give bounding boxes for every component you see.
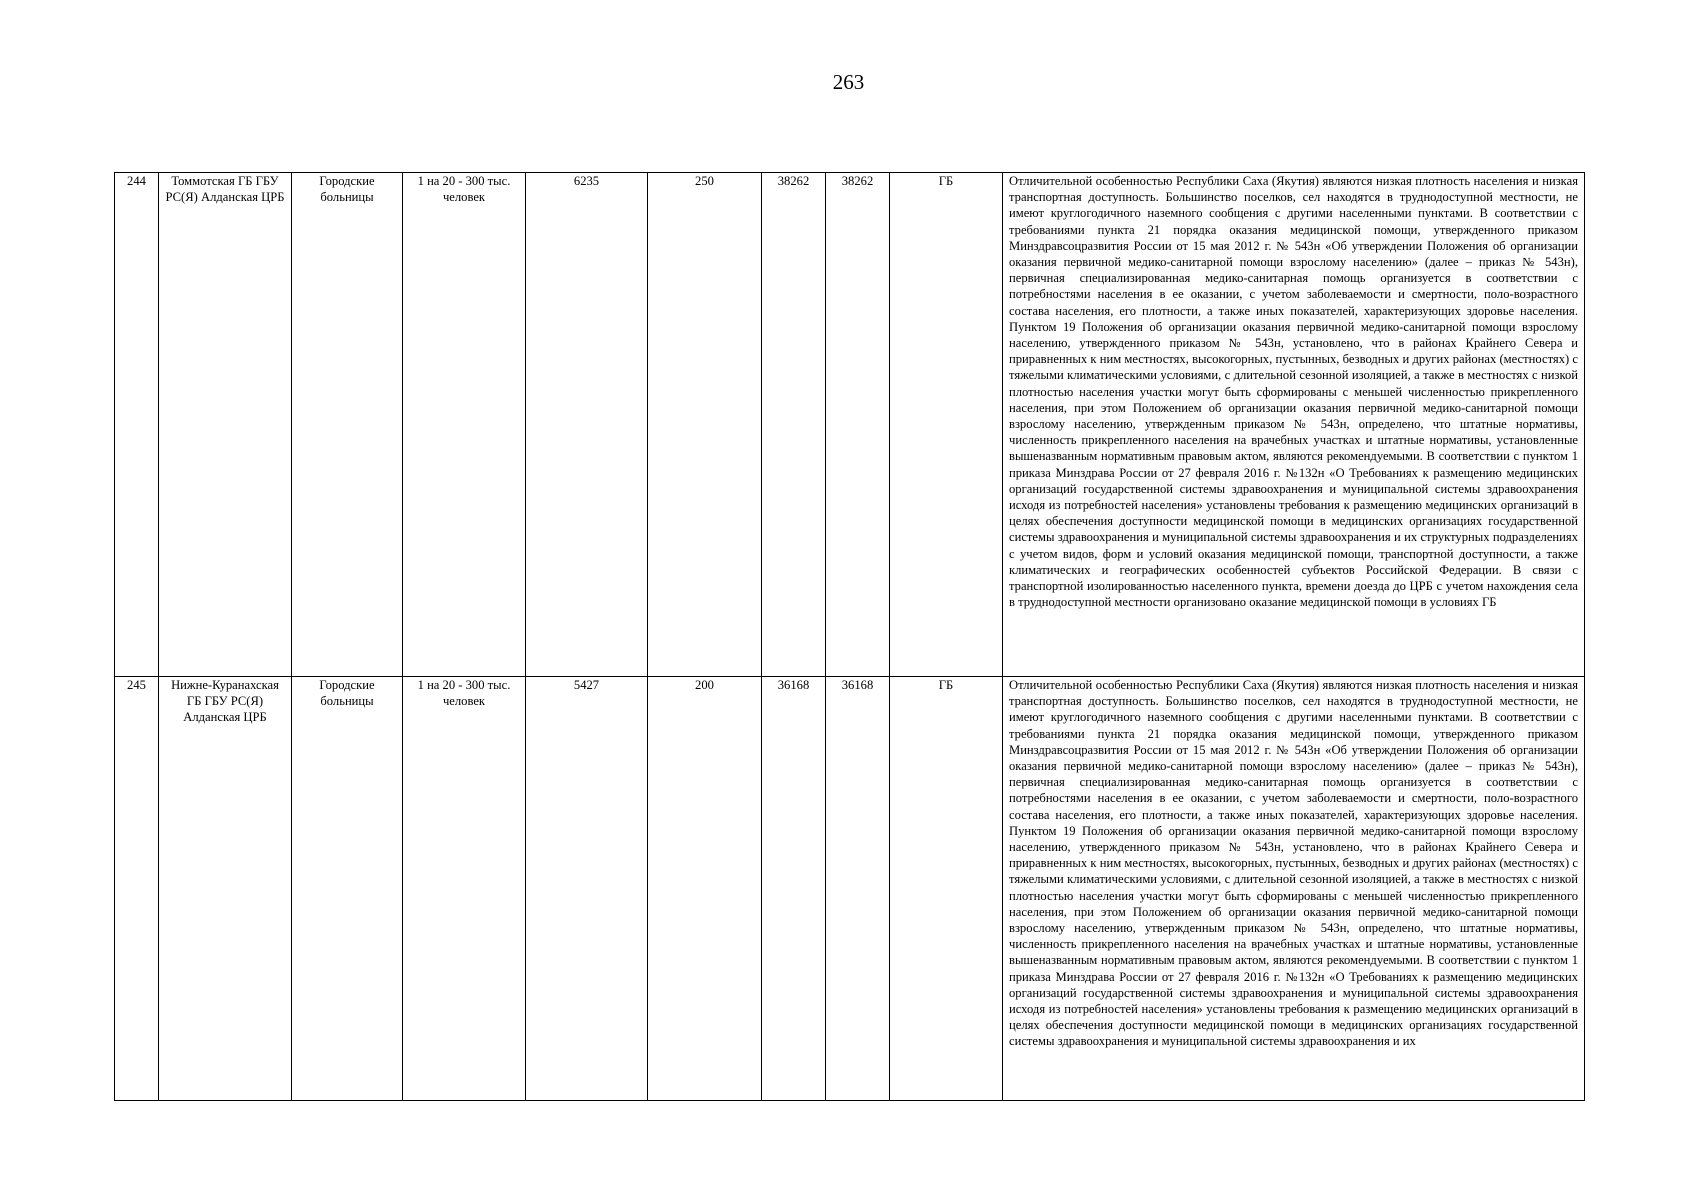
norm-cell: 1 на 20 - 300 тыс. человек bbox=[403, 173, 526, 677]
value-cell-4: 36168 bbox=[826, 677, 890, 1101]
value-cell-2: 200 bbox=[648, 677, 762, 1101]
value-cell-3: 36168 bbox=[762, 677, 826, 1101]
value-cell-3: 38262 bbox=[762, 173, 826, 677]
value-cell-1: 6235 bbox=[526, 173, 648, 677]
row-index-cell: 244 bbox=[115, 173, 159, 677]
facility-name-cell: Нижне-Куранахская ГБ ГБУ РС(Я) Алданская ЦРБ bbox=[159, 677, 292, 1101]
table-row bbox=[115, 173, 1585, 677]
value-cell-1: 5427 bbox=[526, 677, 648, 1101]
table-row bbox=[115, 677, 1585, 1101]
page-number: 263 bbox=[832, 70, 865, 94]
facilities-table bbox=[114, 172, 1585, 1101]
code-cell: ГБ bbox=[890, 173, 1003, 677]
value-cell-2: 250 bbox=[648, 173, 762, 677]
justification-cell: Отличительной особенностью Республики Саха (Якутия) являются низкая плотность населения и низкая транспортная доступность. Большинство поселков, сел находятся в труднодоступной местности, не имеют круглогодичного наземного сообщения с другими населенными пунктами. В соответствии с требованиями пункта 21 порядка оказания медицинской помощи, утвержденного приказом Минздравсоцразвития России от 15 мая 2012 г. № 543н «Об утверждении Положения об организации оказания первичной медико-санитарной помощи взрослому населению» (далее – приказ № 543н), первичная специализированная медико-санитарная помощь организуется в соответствии с потребностями населения в ее оказании, с учетом заболеваемости и смертности, поло-возрастного состава населения, его плотности, а также иных показателей, характеризующих здоровье населения. Пунктом 19 Положения об организации оказания первичной медико-санитарной помощи взрослому населению, утвержденного приказом № 543н, установлено, что в районах Крайнего Севера и приравненных к ним местностях, высокогорных, пустынных, безводных и других районах (местностях) с тяжелыми климатическими условиями, с длительной сезонной изоляцией, а также в местностях с низкой плотностью населения участки могут быть сформированы с меньшей численностью прикрепленного населения, при этом Положением об организации оказания первичной медико-санитарной помощи взрослому населению, утвержденным приказом № 543н, определено, что штатные нормативы, численность прикрепленного населения на врачебных участках и штатные нормативы, установленные вышеназванным нормативным правовым актом, являются рекомендуемыми. В соответствии с пунктом 1 приказа Минздрава России от 27 февраля 2016 г. №132н «О Требованиях к размещению медицинских организаций государственной системы здравоохранения и муниципальной системы здравоохранения исходя из потребностей населения» установлены требования к размещению медицинских организаций в целях обеспечения доступности медицинской помощи в медицинских организациях государственной системы здравоохранения и муниципальной системы здравоохранения и их структурных подразделениях с учетом видов, форм и условий оказания медицинской помощи, транспортной доступности, а также климатических и географических особенностей субъектов Российской Федерации. В связи с транспортной изолированностью населенного пункта, времени доезда до ЦРБ с учетом нахождения села в труднодоступной местности организовано оказание медицинской помощи в условиях ГБ bbox=[1003, 173, 1585, 677]
justification-cell: Отличительной особенностью Республики Саха (Якутия) являются низкая плотность населения и низкая транспортная доступность. Большинство поселков, сел находятся в труднодоступной местности, не имеют круглогодичного наземного сообщения с другими населенными пунктами. В соответствии с требованиями пункта 21 порядка оказания медицинской помощи, утвержденного приказом Минздравсоцразвития России от 15 мая 2012 г. № 543н «Об утверждении Положения об организации оказания первичной медико-санитарной помощи взрослому населению» (далее – приказ № 543н), первичная специализированная медико-санитарная помощь организуется в соответствии с потребностями населения в ее оказании, с учетом заболеваемости и смертности, поло-возрастного состава населения, его плотности, а также иных показателей, характеризующих здоровье населения. Пунктом 19 Положения об организации оказания первичной медико-санитарной помощи взрослому населению, утвержденного приказом № 543н, установлено, что в районах Крайнего Севера и приравненных к ним местностях, высокогорных, пустынных, безводных и других районах (местностях) с тяжелыми климатическими условиями, с длительной сезонной изоляцией, а также в местностях с низкой плотностью населения участки могут быть сформированы с меньшей численностью прикрепленного населения, при этом Положением об организации оказания первичной медико-санитарной помощи взрослому населению, утвержденным приказом № 543н, определено, что штатные нормативы, численность прикрепленного населения на врачебных участках и штатные нормативы, установленные вышеназванным нормативным правовым актом, являются рекомендуемыми. В соответствии с пунктом 1 приказа Минздрава России от 27 февраля 2016 г. №132н «О Требованиях к размещению медицинских организаций государственной системы здравоохранения и муниципальной системы здравоохранения исходя из потребностей населения» установлены требования к размещению медицинских организаций в целях обеспечения доступности медицинской помощи в медицинских организациях государственной системы здравоохранения и муниципальной системы здравоохранения и их bbox=[1003, 677, 1585, 1101]
facility-name-cell: Томмотская ГБ ГБУ РС(Я) Алданская ЦРБ bbox=[159, 173, 292, 677]
code-cell: ГБ bbox=[890, 677, 1003, 1101]
row-index-cell: 245 bbox=[115, 677, 159, 1101]
norm-cell: 1 на 20 - 300 тыс. человек bbox=[403, 677, 526, 1101]
value-cell-4: 38262 bbox=[826, 173, 890, 677]
facility-type-cell: Городские больницы bbox=[292, 677, 403, 1101]
facility-type-cell: Городские больницы bbox=[292, 173, 403, 677]
